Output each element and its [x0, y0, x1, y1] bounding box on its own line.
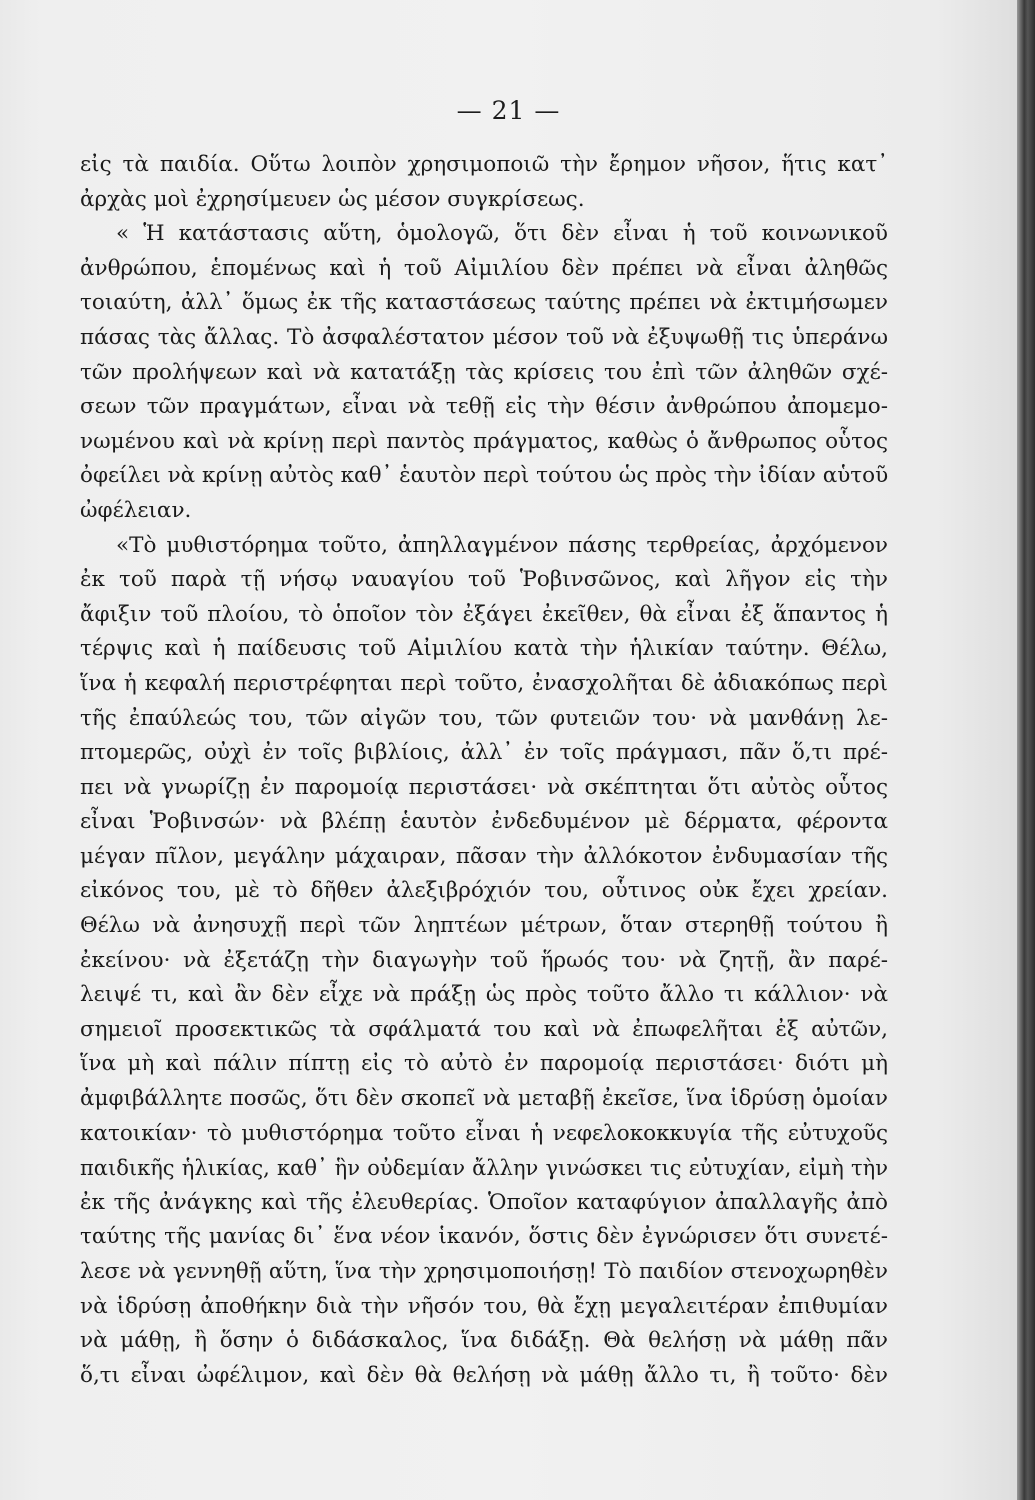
text-line: ἀμφιβάλλητε ποσῶς, ὅτι δὲν σκοπεῖ νὰ μεταβῇ ἐκεῖσε, ἵνα ἱδρύσῃ ὁμοίαν	[80, 1086, 888, 1112]
text-line: λειψέ τι, καὶ ἂν δὲν εἶχε νὰ πράξῃ ὡς πρὸς τοῦτο ἄλλο τι κάλλιον· νὰ	[80, 982, 888, 1008]
body-text	[80, 148, 888, 1393]
text-line: ὅ,τι εἶναι ὠφέλιμον, καὶ δὲν θὰ θελήσῃ νὰ μάθῃ ἄλλο τι, ἢ τοῦτο· δὲν	[80, 1362, 888, 1388]
book-edge-shadow	[1017, 0, 1035, 1500]
text-line: τῶν προλήψεων καὶ νὰ κατατάξῃ τὰς κρίσεις του ἐπὶ τῶν ἀληθῶν σχέ-	[80, 359, 888, 385]
text-line: ὠφέλειαν.	[80, 497, 192, 523]
text-line: ἀνθρώπου, ἑπομένως καὶ ἡ τοῦ Αἰμιλίου δὲν πρέπει νὰ εἶναι ἀληθῶς	[80, 255, 888, 281]
text-line: εἶναι Ῥοβινσών· νὰ βλέπῃ ἑαυτὸν ἐνδεδυμένον μὲ δέρματα, φέροντα	[80, 809, 888, 835]
text-line: εἰς τὰ παιδία. Οὕτω λοιπὸν χρησιμοποιῶ τὴν ἔρημον νῆσον, ἥτις κατ᾽	[80, 152, 888, 177]
page-number: — 21 —	[456, 96, 561, 125]
text-line: ἀρχὰς μοὶ ἐχρησίμευεν ὡς μέσον συγκρίσεως.	[80, 186, 585, 212]
text-line: πάσας τὰς ἄλλας. Τὸ ἀσφαλέστατον μέσον τοῦ νὰ ἐξυψωθῇ τις ὑπεράνω	[80, 324, 888, 350]
text-line: νὰ μάθῃ, ἢ ὅσην ὁ διδάσκαλος, ἵνα διδάξῃ. Θὰ θελήσῃ νὰ μάθῃ πᾶν	[80, 1328, 888, 1354]
text-line: ἐκείνου· νὰ ἐξετάζῃ τὴν διαγωγὴν τοῦ ἥρωός του· νὰ ζητῇ, ἂν παρέ-	[80, 947, 888, 973]
text-line: «Τὸ μυθιστόρημα τοῦτο, ἀπηλλαγμένον πάσης τερθρείας, ἀρχόμενον	[116, 532, 888, 558]
text-line: κατοικίαν· τὸ μυθιστόρημα τοῦτο εἶναι ἡ νεφελοκοκκυγία τῆς εὐτυχοῦς	[80, 1120, 888, 1146]
text-line: μέγαν πῖλον, μεγάλην μάχαιραν, πᾶσαν τὴν ἀλλόκοτον ἐνδυμασίαν τῆς	[80, 843, 888, 869]
text-line: ὀφείλει νὰ κρίνῃ αὐτὸς καθ᾽ ἑαυτὸν περὶ τούτου ὡς πρὸς τὴν ἰδίαν αὑτοῦ	[80, 463, 889, 489]
text-line: πτομερῶς, οὐχὶ ἐν τοῖς βιβλίοις, ἀλλ᾽ ἐν τοῖς πράγμασι, πᾶν ὅ,τι πρέ-	[80, 740, 888, 766]
text-line: « Ἡ κατάστασις αὕτη, ὁμολογῶ, ὅτι δὲν εἶναι ἡ τοῦ κοινωνικοῦ	[116, 221, 888, 247]
text-line: ἐκ τοῦ παρὰ τῇ νήσῳ ναυαγίου τοῦ Ῥοβινσῶνος, καὶ λῆγον εἰς τὴν	[80, 567, 888, 593]
text-line: τέρψις καὶ ἡ παίδευσις τοῦ Αἰμιλίου κατὰ τὴν ἡλικίαν ταύτην. Θέλω,	[80, 636, 888, 662]
text-line: ἄφιξιν τοῦ πλοίου, τὸ ὁποῖον τὸν ἐξάγει ἐκεῖθεν, θὰ εἶναι ἐξ ἅπαντος ἡ	[80, 601, 888, 627]
text-line: ἐκ τῆς ἀνάγκης καὶ τῆς ἐλευθερίας. Ὁποῖον καταφύγιον ἀπαλλαγῆς ἀπὸ	[80, 1189, 888, 1215]
text-line: ἵνα ἡ κεφαλή περιστρέφηται περὶ τοῦτο, ἐνασχολῆται δὲ ἀδιακόπως περὶ	[80, 670, 888, 696]
text-line: λεσε νὰ γεννηθῇ αὕτη, ἵνα τὴν χρησιμοποιήσῃ! Τὸ παιδίον στενοχωρηθὲν	[80, 1259, 888, 1284]
text-line: τῆς ἐπαύλεώς του, τῶν αἰγῶν του, τῶν φυτειῶν του· νὰ μανθάνῃ λε-	[80, 705, 888, 731]
text-line: σημειοῖ προσεκτικῶς τὰ σφάλματά του καὶ νὰ ἐπωφελῆται ἐξ αὐτῶν,	[80, 1016, 888, 1042]
text-line: πει νὰ γνωρίζῃ ἐν παρομοίᾳ περιστάσει· νὰ σκέπτηται ὅτι αὐτὸς οὗτος	[80, 774, 888, 800]
text-line: τοιαύτη, ἀλλ᾽ ὅμως ἐκ τῆς καταστάσεως ταύτης πρέπει νὰ ἐκτιμήσωμεν	[80, 290, 888, 316]
text-line: ἵνα μὴ καὶ πάλιν πίπτῃ εἰς τὸ αὐτὸ ἐν παρομοίᾳ περιστάσει· διότι μὴ	[80, 1051, 888, 1077]
text-line: σεων τῶν πραγμάτων, εἶναι νὰ τεθῇ εἰς τὴν θέσιν ἀνθρώπου ἀπομεμο-	[80, 394, 888, 420]
text-line: παιδικῆς ἡλικίας, καθ᾽ ἣν οὐδεμίαν ἄλλην γινώσκει τις εὐτυχίαν, εἰμὴ τὴν	[80, 1156, 888, 1181]
text-line: νωμένου καὶ νὰ κρίνῃ περὶ παντὸς πράγματος, καθὼς ὁ ἄνθρωπος οὗτος	[80, 428, 888, 454]
text-line: νὰ ἱδρύσῃ ἀποθήκην διὰ τὴν νῆσόν του, θὰ ἔχῃ μεγαλειτέραν ἐπιθυμίαν	[80, 1293, 888, 1319]
text-line: εἰκόνος του, μὲ τὸ δῆθεν ἀλεξιβρόχιόν του, οὗτινος οὐκ ἔχει χρείαν.	[80, 878, 888, 904]
text-line: Θέλω νὰ ἀνησυχῇ περὶ τῶν ληπτέων μέτρων, ὅταν στερηθῇ τούτου ἢ	[80, 913, 888, 939]
text-line: ταύτης τῆς μανίας δι᾽ ἕνα νέον ἱκανόν, ὅστις δὲν ἐγνώρισεν ὅτι συνετέ-	[80, 1224, 888, 1250]
